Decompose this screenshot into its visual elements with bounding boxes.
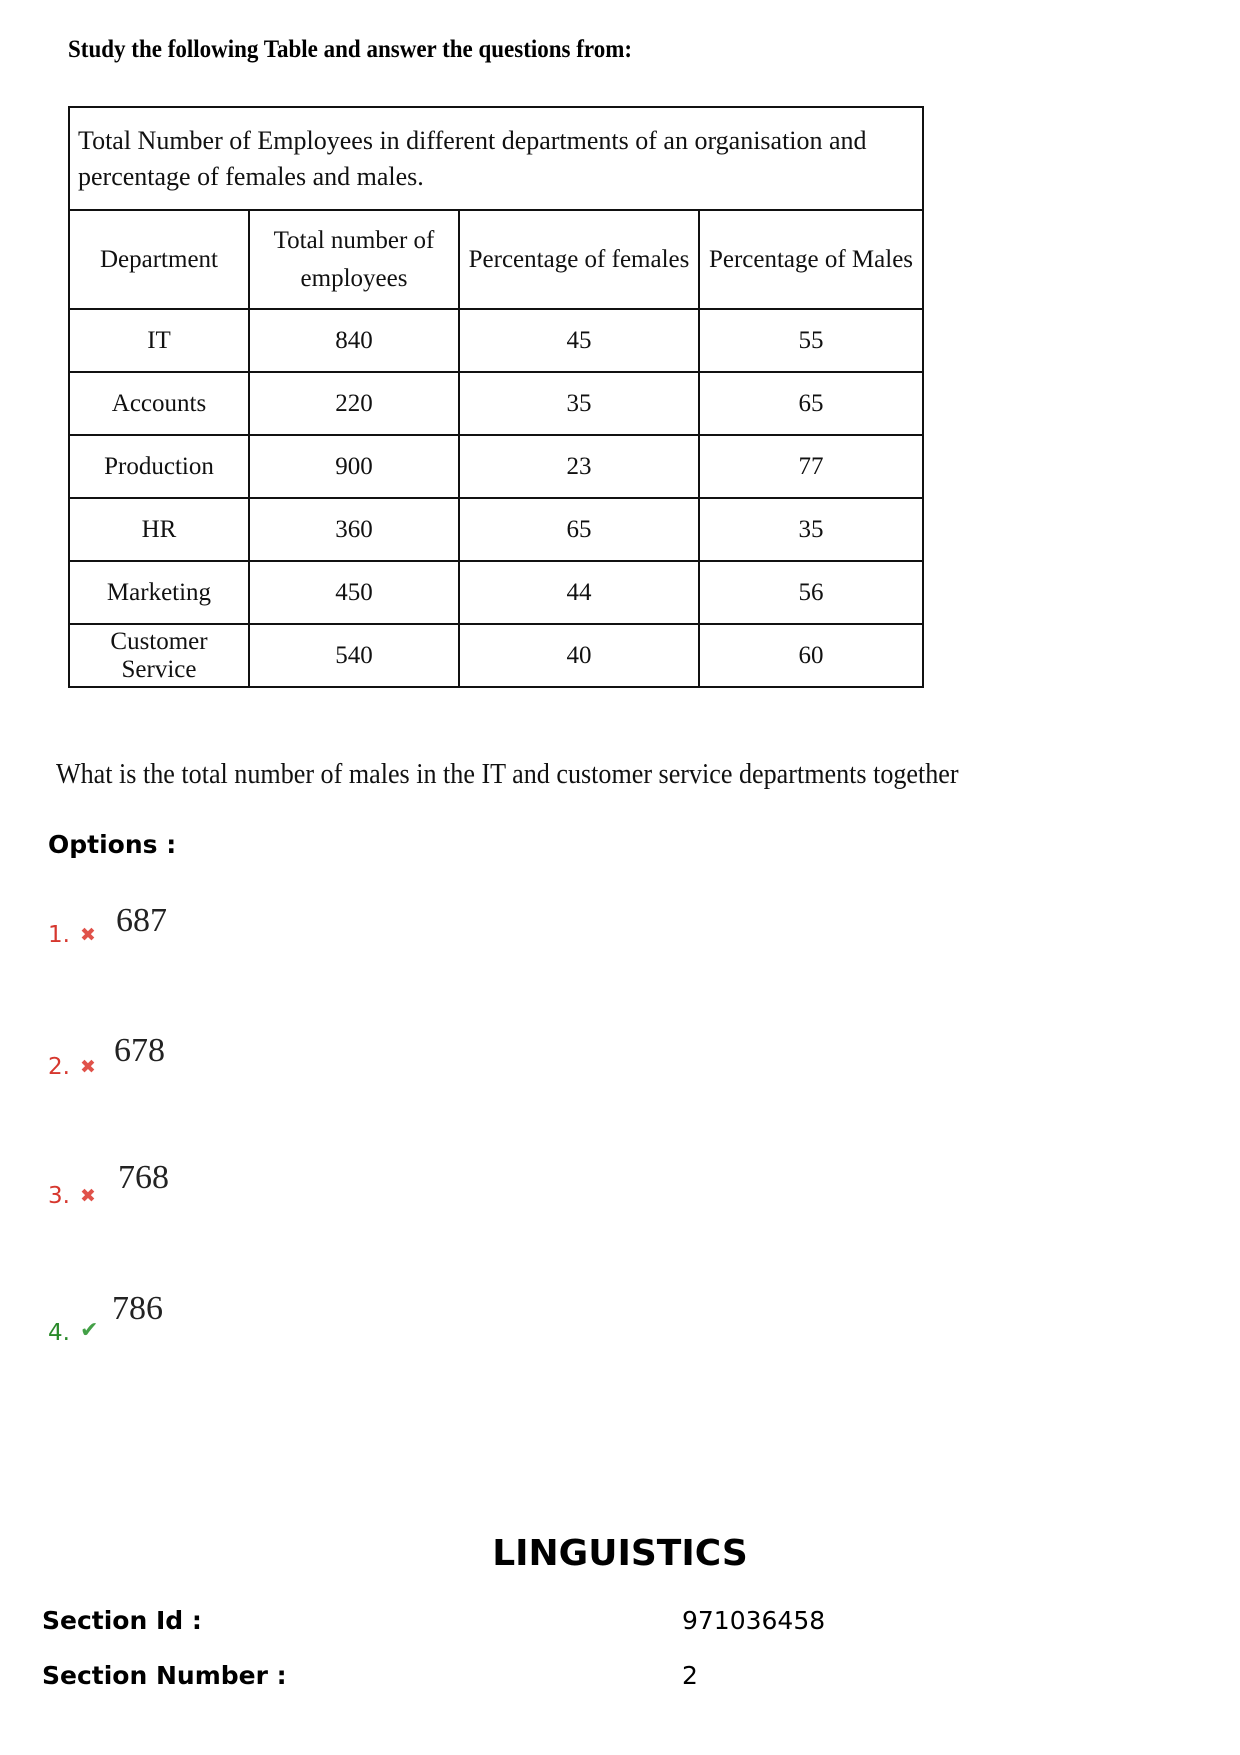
- cell-total: 450: [249, 561, 459, 624]
- option-number: 2.: [48, 1054, 70, 1080]
- employees-table: [68, 106, 924, 688]
- cross-icon: ✖: [80, 924, 96, 946]
- table-row: [69, 498, 923, 561]
- table-caption: Total Number of Employees in different departments of an organisation and percentage of females and males.: [69, 107, 923, 210]
- question-text: What is the total number of males in the IT and customer service departments together: [56, 758, 959, 790]
- section-id-label: Section Id :: [42, 1606, 202, 1635]
- cell-total: 360: [249, 498, 459, 561]
- cell-females: 65: [459, 498, 699, 561]
- table-row: [69, 561, 923, 624]
- section-number-label: Section Number :: [42, 1661, 287, 1690]
- cell-total: 840: [249, 309, 459, 372]
- option-number: 4.: [48, 1320, 70, 1346]
- cell-females: 45: [459, 309, 699, 372]
- cell-females: 35: [459, 372, 699, 435]
- table-header-row: [69, 210, 923, 309]
- table-row: [69, 372, 923, 435]
- cross-icon: ✖: [80, 1185, 96, 1207]
- option-value: 786: [112, 1290, 163, 1327]
- cell-females: 40: [459, 624, 699, 687]
- cell-males: 77: [699, 435, 923, 498]
- cell-department: HR: [69, 498, 249, 561]
- table-row: [69, 435, 923, 498]
- check-icon: ✔: [80, 1318, 99, 1343]
- option-value: 768: [118, 1159, 169, 1196]
- table-row: [69, 309, 923, 372]
- cell-males: 60: [699, 624, 923, 687]
- cell-total: 220: [249, 372, 459, 435]
- header-percentage-males: Percentage of Males: [699, 210, 923, 309]
- option-value: 687: [116, 902, 167, 939]
- options-label: Options :: [48, 830, 177, 859]
- cell-total: 540: [249, 624, 459, 687]
- cell-department: Customer Service: [69, 624, 249, 687]
- cell-females: 44: [459, 561, 699, 624]
- cell-males: 55: [699, 309, 923, 372]
- section-title: LINGUISTICS: [492, 1533, 748, 1574]
- cell-females: 23: [459, 435, 699, 498]
- section-number-value: 2: [682, 1661, 698, 1690]
- option-number: 1.: [48, 922, 70, 948]
- option-value: 678: [114, 1032, 165, 1069]
- header-total-employees: Total number of employees: [249, 210, 459, 309]
- cell-department: Marketing: [69, 561, 249, 624]
- cell-total: 900: [249, 435, 459, 498]
- cell-department: Production: [69, 435, 249, 498]
- question-heading: Study the following Table and answer the questions from:: [68, 36, 633, 63]
- cross-icon: ✖: [80, 1056, 96, 1078]
- cell-males: 65: [699, 372, 923, 435]
- cell-males: 35: [699, 498, 923, 561]
- cell-department: IT: [69, 309, 249, 372]
- cell-males: 56: [699, 561, 923, 624]
- option-number: 3.: [48, 1183, 70, 1209]
- header-percentage-females: Percentage of females: [459, 210, 699, 309]
- cell-department: Accounts: [69, 372, 249, 435]
- header-department: Department: [69, 210, 249, 309]
- section-id-value: 971036458: [682, 1606, 826, 1635]
- table-row: [69, 624, 923, 687]
